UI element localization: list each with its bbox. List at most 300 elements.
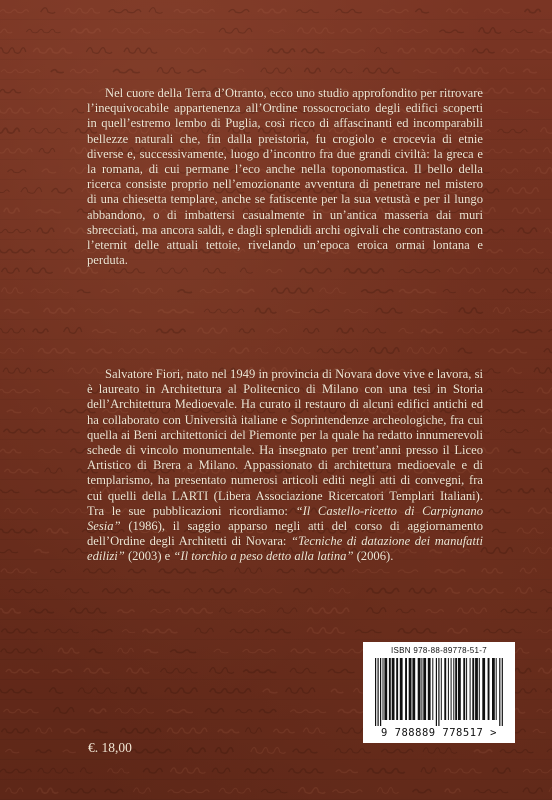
script-stroke — [546, 649, 552, 653]
script-stroke — [496, 490, 512, 493]
script-stroke — [0, 29, 12, 33]
publication-title-2: “Tecniche di datazione dei manufatti edilizi” — [87, 534, 483, 564]
script-stroke — [149, 590, 170, 593]
script-stroke — [38, 768, 74, 773]
script-stroke — [293, 749, 318, 753]
script-stroke — [4, 709, 39, 712]
script-stroke — [523, 788, 543, 793]
barcode-bar — [482, 658, 485, 720]
script-stroke — [0, 250, 35, 253]
script-stroke — [0, 769, 31, 773]
script-stroke — [0, 89, 21, 92]
script-stroke — [332, 50, 364, 53]
script-stroke — [37, 788, 58, 793]
script-stroke — [266, 269, 282, 272]
script-stroke — [446, 9, 468, 13]
script-stroke — [398, 48, 416, 53]
script-stroke — [484, 9, 510, 13]
script-stroke — [303, 728, 325, 733]
script-stroke — [63, 750, 76, 753]
script-stroke — [501, 609, 537, 613]
script-stroke — [300, 268, 332, 273]
author-bio-text-4: (2006). — [353, 549, 394, 564]
script-stroke — [83, 569, 115, 573]
script-stroke — [176, 608, 213, 613]
script-stroke — [268, 30, 285, 33]
script-stroke — [425, 49, 464, 54]
script-stroke — [492, 529, 506, 533]
script-stroke — [149, 8, 163, 14]
script-stroke — [131, 749, 171, 753]
script-stroke — [474, 790, 508, 793]
script-stroke — [516, 588, 533, 594]
script-stroke — [175, 48, 206, 53]
script-stroke — [34, 550, 49, 553]
script-stroke — [41, 8, 55, 13]
script-stroke — [370, 28, 391, 33]
description-text: Nel cuore della Terra d’Otranto, ecco uno studio approfondito per ritrovare l’inequivocabile appartenenza all’Ordine rossocrociato degli edifici scoperti in quell’estremo lembo di Puglia, così ricco di affascinanti ed incomparabili bellezze naturali che, fin dalla preistoria, fu crogiolo e crocevia di etnie diverse e, successivamente, luogo d’incontro fra due grandi civiltà: la greca e la romana, di cui permane l’eco anche nella toponomastica. Il bello della ricerca consiste proprio nell’emozionante avventura di penetrare nel mistero di una chiesetta templare, anche se fatiscente per la sua vetustà e per il lungo abbandono, o di imbattersi casualmente in un’antica masseria dai muri sbrecciati, ma ancora saldi, e dagli splendidi archi ogivali che contrastano con l’eternit delle attuali tettoie, rivelando un’epoca eroica ormai lontana e perduta. — [87, 86, 483, 268]
script-stroke — [439, 30, 464, 33]
script-stroke — [243, 670, 276, 673]
script-stroke — [546, 689, 552, 693]
script-stroke — [328, 669, 354, 672]
script-stroke — [493, 308, 510, 314]
script-stroke — [518, 228, 537, 233]
script-stroke — [239, 329, 254, 333]
script-stroke — [520, 149, 537, 153]
script-stroke — [407, 348, 447, 354]
script-stroke — [45, 468, 63, 473]
script-stroke — [188, 70, 206, 73]
script-stroke — [0, 128, 20, 133]
script-stroke — [0, 389, 40, 392]
script-stroke — [446, 588, 460, 593]
barcode-bar — [392, 658, 395, 720]
script-stroke — [546, 608, 552, 614]
script-stroke — [459, 308, 483, 313]
script-stroke — [544, 228, 552, 233]
script-stroke — [219, 608, 231, 613]
script-stroke — [243, 649, 276, 652]
script-stroke — [6, 788, 23, 793]
script-stroke — [520, 568, 536, 573]
script-stroke — [305, 569, 344, 573]
script-stroke — [273, 729, 294, 733]
script-stroke — [26, 29, 60, 32]
script-stroke — [377, 10, 409, 13]
barcode-bar — [428, 658, 431, 720]
script-stroke — [45, 629, 79, 633]
script-stroke — [537, 709, 552, 713]
script-stroke — [112, 29, 150, 34]
script-stroke — [361, 290, 393, 293]
script-stroke — [37, 108, 63, 113]
script-stroke — [240, 268, 253, 273]
barcode-bar — [470, 658, 471, 720]
script-stroke — [21, 188, 42, 194]
script-stroke — [540, 428, 552, 433]
script-stroke — [85, 309, 118, 313]
script-stroke — [65, 789, 95, 793]
script-stroke — [2, 288, 24, 294]
script-stroke — [37, 370, 54, 373]
script-stroke — [303, 329, 319, 334]
script-stroke — [277, 569, 295, 573]
script-stroke — [0, 229, 31, 232]
script-stroke — [496, 110, 508, 113]
script-stroke — [454, 68, 489, 74]
script-stroke — [94, 730, 108, 733]
script-stroke — [523, 769, 552, 773]
script-stroke — [299, 788, 326, 794]
script-stroke — [317, 349, 358, 353]
script-stroke — [304, 68, 320, 73]
script-stroke — [291, 649, 316, 653]
script-stroke — [508, 449, 521, 453]
script-stroke — [290, 710, 326, 713]
script-stroke — [133, 288, 163, 293]
barcode-bar — [423, 658, 426, 720]
script-stroke — [352, 569, 389, 572]
script-stroke — [493, 768, 511, 773]
script-stroke — [290, 668, 316, 673]
script-stroke — [161, 668, 198, 673]
script-stroke — [198, 328, 228, 333]
script-stroke — [363, 329, 386, 333]
script-stroke — [381, 749, 413, 752]
script-stroke — [510, 30, 533, 33]
script-stroke — [47, 529, 69, 533]
script-stroke — [411, 310, 447, 313]
script-stroke — [540, 29, 552, 33]
barcode-bar — [475, 658, 478, 720]
script-stroke — [542, 468, 552, 473]
script-stroke — [482, 189, 499, 193]
script-stroke — [330, 69, 352, 73]
barcode-bar — [502, 658, 503, 726]
script-stroke — [447, 268, 480, 273]
script-stroke — [255, 308, 276, 313]
script-stroke — [496, 410, 525, 413]
script-stroke — [218, 730, 239, 733]
script-stroke — [101, 289, 119, 292]
script-stroke — [0, 490, 19, 493]
script-stroke — [526, 110, 538, 113]
script-stroke — [377, 788, 398, 794]
script-stroke — [528, 508, 552, 513]
script-stroke — [370, 348, 399, 354]
script-stroke — [268, 49, 295, 53]
script-stroke — [503, 289, 536, 293]
script-stroke — [165, 688, 198, 693]
script-stroke — [545, 488, 552, 493]
barcode-bar — [436, 658, 437, 726]
script-stroke — [105, 789, 123, 793]
script-stroke — [5, 749, 19, 752]
script-stroke — [46, 249, 74, 253]
script-stroke — [307, 628, 345, 634]
script-stroke — [531, 50, 552, 53]
script-stroke — [398, 570, 418, 573]
script-stroke — [38, 349, 75, 354]
script-stroke — [355, 630, 381, 633]
script-stroke — [2, 729, 30, 733]
script-stroke — [214, 649, 229, 653]
script-stroke — [71, 29, 101, 33]
script-stroke — [489, 349, 527, 353]
script-stroke — [3, 429, 45, 433]
script-stroke — [167, 710, 193, 713]
script-stroke — [229, 10, 249, 13]
script-stroke — [534, 368, 552, 373]
script-stroke — [523, 69, 537, 73]
script-stroke — [512, 208, 540, 213]
script-stroke — [130, 329, 146, 333]
script-stroke — [195, 628, 214, 633]
barcode-bar — [463, 658, 465, 720]
script-stroke — [133, 788, 150, 793]
script-stroke — [307, 608, 349, 613]
barcode-bar — [441, 658, 442, 720]
script-stroke — [0, 190, 9, 193]
script-stroke — [51, 70, 64, 73]
script-stroke — [70, 69, 98, 73]
script-stroke — [212, 768, 230, 773]
script-stroke — [210, 668, 234, 674]
script-stroke — [544, 349, 552, 353]
script-stroke — [443, 289, 456, 292]
script-stroke — [168, 790, 210, 793]
script-stroke — [374, 48, 387, 54]
script-stroke — [331, 689, 343, 693]
author-bio-paragraph — [87, 367, 483, 565]
script-stroke — [2, 268, 20, 273]
script-stroke — [72, 109, 84, 113]
script-stroke — [516, 249, 543, 253]
script-stroke — [109, 10, 141, 13]
script-stroke — [236, 710, 253, 713]
barcode-bar — [378, 658, 379, 726]
script-stroke — [166, 29, 205, 32]
script-stroke — [263, 689, 278, 693]
script-stroke — [489, 509, 511, 513]
script-stroke — [0, 149, 32, 153]
script-stroke — [267, 329, 287, 333]
script-stroke — [128, 569, 146, 573]
script-stroke — [335, 749, 371, 753]
script-stroke — [435, 570, 465, 573]
script-stroke — [118, 349, 154, 353]
script-stroke — [210, 689, 251, 693]
barcode-digits: 9 788889 778517 > — [381, 727, 497, 739]
script-stroke — [479, 28, 501, 34]
script-stroke — [151, 609, 171, 612]
barcode-bar — [472, 658, 474, 720]
script-stroke — [125, 688, 147, 694]
script-stroke — [6, 670, 40, 673]
script-stroke — [502, 49, 519, 53]
script-stroke — [541, 128, 552, 134]
script-stroke — [0, 550, 18, 553]
script-stroke — [224, 69, 244, 73]
script-stroke — [184, 589, 203, 593]
publication-title-1: “Il Castello-ricetto di Carpignano Sesia” — [87, 503, 483, 534]
barcode-bar — [421, 658, 422, 720]
script-stroke — [33, 48, 72, 53]
script-stroke — [540, 590, 552, 593]
script-stroke — [174, 10, 215, 13]
script-stroke — [484, 629, 522, 633]
script-stroke — [336, 9, 362, 12]
script-stroke — [64, 729, 85, 733]
script-stroke — [0, 609, 21, 613]
barcode-bar — [458, 658, 461, 720]
script-stroke — [409, 588, 436, 593]
script-stroke — [178, 290, 193, 293]
isbn-barcode — [363, 642, 515, 743]
barcode-bar — [492, 658, 495, 720]
script-stroke — [457, 329, 499, 333]
script-stroke — [80, 768, 92, 773]
script-stroke — [5, 508, 39, 513]
script-stroke — [29, 609, 54, 613]
script-stroke — [293, 589, 312, 593]
script-stroke — [159, 569, 196, 573]
script-stroke — [8, 170, 27, 173]
script-stroke — [171, 768, 206, 773]
script-stroke — [396, 609, 415, 613]
price-label: €. 18,00 — [88, 740, 132, 755]
script-stroke — [36, 750, 52, 753]
barcode-bar — [466, 658, 467, 720]
script-stroke — [156, 329, 185, 333]
script-stroke — [204, 309, 244, 313]
script-stroke — [53, 708, 74, 714]
script-stroke — [230, 348, 249, 353]
script-stroke — [272, 288, 314, 293]
script-stroke — [203, 268, 226, 273]
script-stroke — [7, 410, 22, 413]
script-stroke — [230, 629, 259, 633]
script-stroke — [56, 429, 80, 433]
script-stroke — [526, 88, 546, 93]
script-stroke — [508, 368, 522, 373]
script-stroke — [203, 570, 224, 573]
script-stroke — [423, 748, 457, 754]
script-stroke — [474, 750, 492, 753]
script-stroke — [413, 790, 432, 793]
script-stroke — [118, 648, 134, 653]
script-stroke — [0, 529, 37, 533]
barcode-bar — [499, 658, 500, 726]
script-stroke — [297, 28, 334, 33]
script-stroke — [277, 608, 297, 613]
barcode-bar — [375, 658, 376, 726]
author-bio-text-2: (1986), il saggio apparso negli atti del corso di aggiornamento dell’Ordine degli Architetti di Novara: — [87, 519, 483, 549]
script-stroke — [547, 749, 552, 753]
script-stroke — [170, 650, 196, 653]
script-stroke — [546, 289, 552, 293]
script-stroke — [482, 569, 503, 574]
script-stroke — [301, 49, 324, 53]
script-stroke — [35, 490, 77, 493]
script-stroke — [336, 770, 358, 773]
script-stroke — [286, 688, 315, 693]
barcode-bar — [396, 658, 398, 720]
script-stroke — [1, 70, 40, 73]
isbn-label: ISBN 978-88-89778-51-7 — [391, 646, 487, 655]
barcode-bar — [400, 658, 403, 720]
script-stroke — [538, 668, 552, 673]
barcode-bar — [389, 658, 391, 720]
script-stroke — [237, 290, 254, 293]
script-stroke — [458, 348, 472, 353]
script-stroke — [44, 308, 75, 313]
publication-title-3: “Il torchio a peso detto alla latina” — [173, 549, 354, 564]
script-stroke — [525, 9, 541, 13]
script-stroke — [86, 349, 112, 353]
script-stroke — [30, 88, 60, 93]
script-stroke — [129, 310, 142, 313]
barcode-bar — [451, 658, 452, 720]
script-stroke — [265, 629, 291, 633]
script-stroke — [543, 148, 552, 154]
script-stroke — [115, 709, 154, 714]
barcode-bar — [380, 658, 381, 726]
script-stroke — [535, 409, 552, 413]
script-stroke — [1, 649, 43, 653]
script-stroke — [0, 48, 26, 54]
script-stroke — [344, 309, 368, 312]
script-stroke — [261, 68, 292, 73]
script-stroke — [49, 688, 63, 693]
script-stroke — [367, 608, 386, 614]
script-stroke — [209, 589, 237, 593]
script-stroke — [286, 310, 300, 313]
script-stroke — [507, 188, 538, 194]
script-stroke — [32, 408, 52, 414]
script-stroke — [467, 589, 503, 593]
barcode-bar — [444, 658, 446, 720]
script-stroke — [58, 648, 79, 653]
script-stroke — [70, 449, 88, 453]
script-stroke — [251, 748, 286, 754]
barcode-bar — [418, 658, 421, 720]
barcode-bar — [488, 658, 490, 720]
script-stroke — [535, 168, 552, 174]
description-paragraph — [87, 86, 483, 268]
barcode-bar — [383, 658, 384, 720]
script-stroke — [337, 328, 354, 333]
script-stroke — [127, 668, 150, 673]
script-stroke — [255, 348, 268, 353]
script-stroke — [325, 649, 366, 653]
script-stroke — [219, 788, 251, 793]
script-stroke — [367, 769, 405, 774]
script-stroke — [363, 68, 400, 73]
script-stroke — [0, 689, 32, 693]
script-stroke — [448, 628, 468, 633]
script-stroke — [195, 349, 216, 353]
script-stroke — [142, 629, 177, 632]
barcode-bar — [409, 658, 412, 720]
script-stroke — [549, 330, 552, 333]
script-stroke — [376, 308, 403, 313]
script-stroke — [215, 748, 233, 754]
author-bio-text-3: (2003) e — [124, 549, 174, 564]
script-stroke — [33, 329, 49, 333]
script-stroke — [426, 610, 444, 613]
